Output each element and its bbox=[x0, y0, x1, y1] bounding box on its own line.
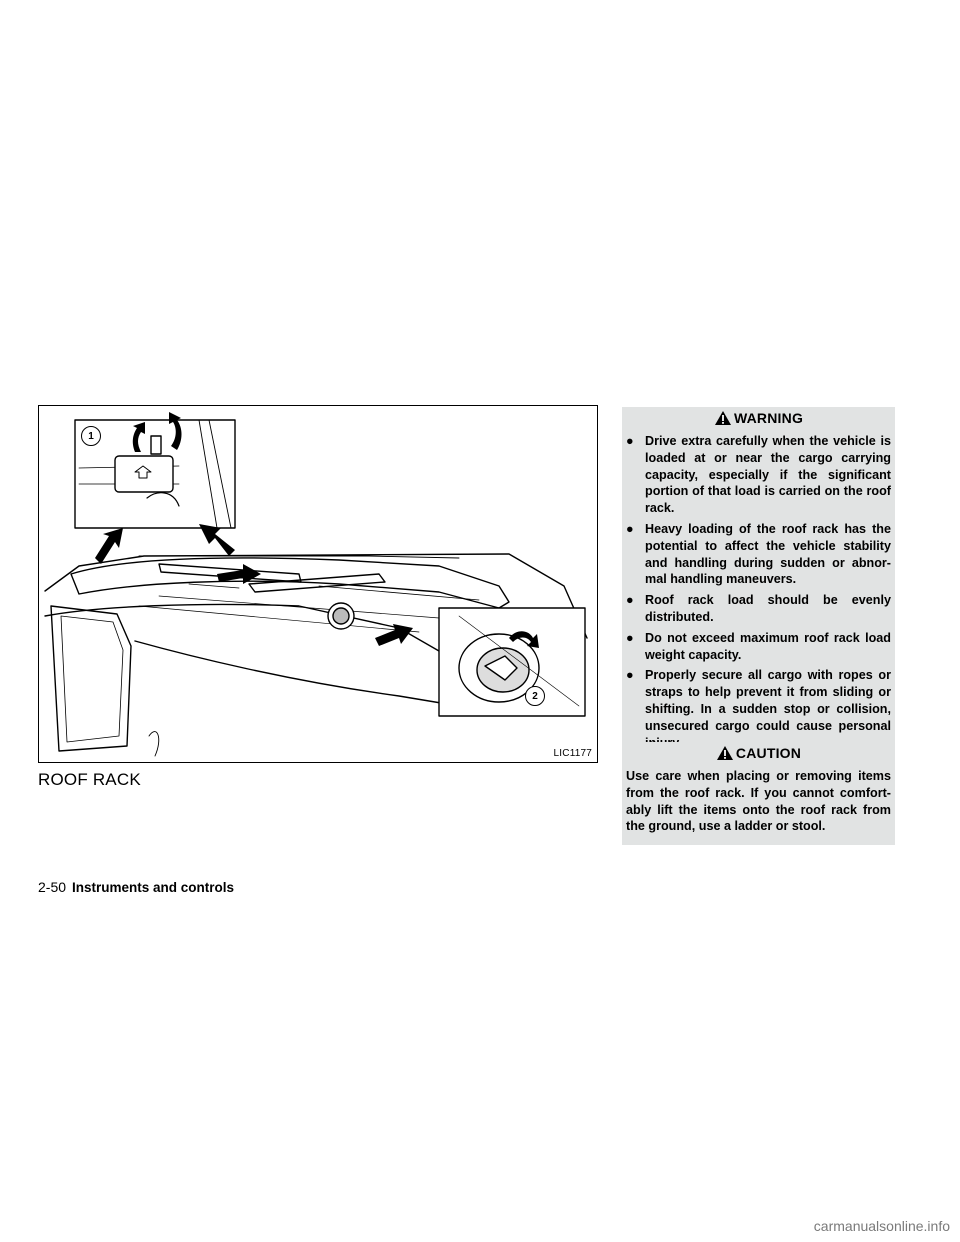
roof-rack-illustration bbox=[38, 405, 598, 763]
figure-code: LIC1177 bbox=[553, 748, 592, 759]
warning-box bbox=[622, 407, 895, 763]
page-number: 2-50 bbox=[38, 879, 67, 895]
bullet: ● bbox=[626, 668, 634, 683]
section-title: ROOF RACK bbox=[38, 770, 141, 789]
caution-title: CAUTION bbox=[735, 745, 802, 761]
warning-item: ● Drive extra carefully when the vehicle is loaded at or near the cargo carrying capacity, especially if the significant portion of that load is carried on the roof rack. bbox=[626, 434, 891, 516]
warning-list bbox=[622, 433, 895, 763]
callout-2: 2 bbox=[525, 686, 545, 706]
bullet: ● bbox=[626, 630, 634, 645]
caution-triangle-icon bbox=[716, 745, 734, 761]
warning-item: ● Roof rack load should be evenly distributed. bbox=[626, 593, 891, 624]
warning-item: ● Properly secure all cargo with ropes or straps to help prevent it from sliding or shifting. In a sudden stop or collision, unsecured cargo could cause personal bbox=[626, 668, 891, 733]
bullet: ● bbox=[626, 434, 634, 448]
callout-1: 1 bbox=[81, 426, 101, 446]
warning-header bbox=[622, 407, 895, 429]
caution-header bbox=[622, 742, 895, 764]
warning-triangle-icon bbox=[714, 410, 732, 426]
warning-item: ● Heavy loading of the roof rack has the potential to affect the vehicle stability and handling during sudden or abnor-mal handling maneuvers. bbox=[626, 521, 891, 587]
chapter-title: Instruments and controls bbox=[72, 880, 235, 895]
warning-item: ● Do not exceed maximum roof rack load weight capacity. bbox=[626, 630, 891, 662]
warning-title: WARNING bbox=[733, 410, 804, 426]
watermark: carmanualsonline.info bbox=[813, 1218, 950, 1234]
bullet: ● bbox=[626, 593, 634, 608]
page-footer bbox=[38, 879, 234, 895]
bullet: ● bbox=[626, 521, 634, 536]
caution-text: Use care when placing or removing items from the roof rack. If you cannot comfort-ably lift the items onto the roof rack from the ground, use a ladder or stool. bbox=[626, 769, 891, 834]
roof-rack-drawing bbox=[39, 406, 598, 763]
caution-box bbox=[622, 742, 895, 845]
